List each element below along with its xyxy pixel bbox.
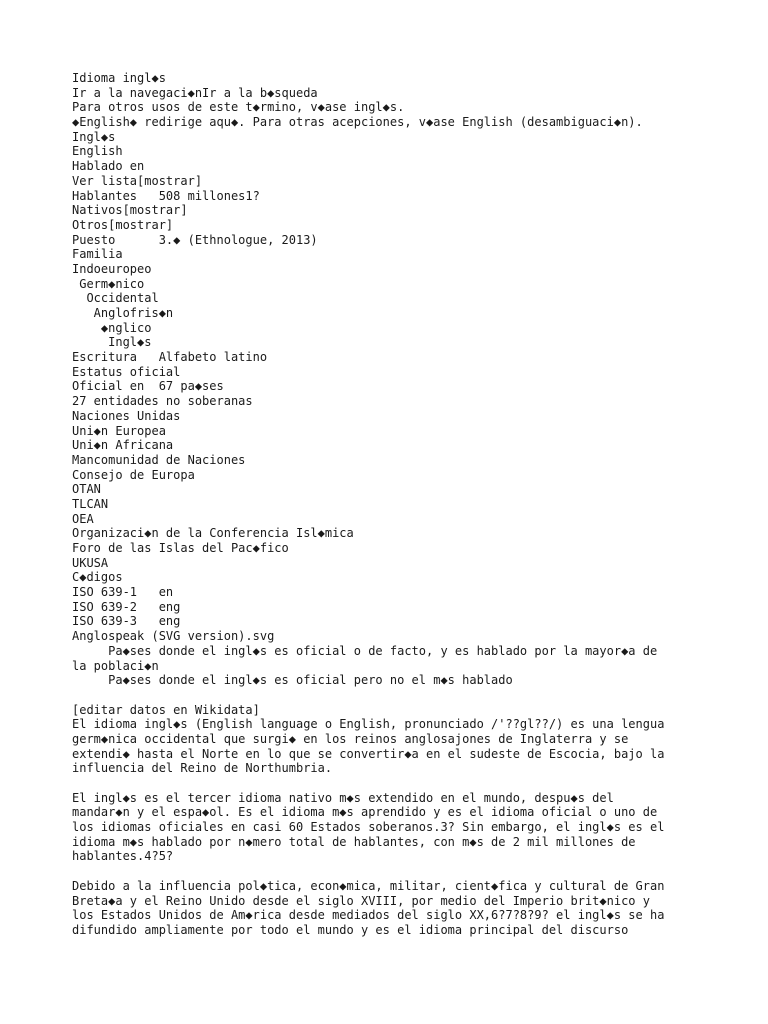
text-line: Ingl◆s: [72, 129, 116, 144]
text-line: ◆English◆ redirige aqu◆. Para otras acepciones, v◆ase English (desambiguaci◆n).: [72, 115, 643, 130]
text-line: OEA: [72, 511, 94, 526]
document-text: [72, 71, 762, 938]
blank-line: [72, 776, 762, 791]
text-line: Hablantes 508 millones1?: [72, 188, 260, 203]
text-line: difundido ampliamente por todo el mundo y es el idioma principal del discurso: [72, 922, 629, 937]
text-line: Ingl◆s: [72, 335, 152, 350]
text-line: Puesto 3.◆ (Ethnologue, 2013): [72, 232, 318, 247]
text-line: Familia: [72, 247, 123, 262]
text-line: Nativos[mostrar]: [72, 203, 188, 218]
text-line: TLCAN: [72, 496, 109, 511]
text-line: mandar◆n y el espa◆ol. Es el idioma m◆s aprendido y es el idioma oficial o uno de: [72, 805, 658, 820]
text-line: El idioma ingl◆s (English language o English, pronunciado /'??gl??/) es una lengua: [72, 717, 665, 732]
text-line: ◆nglico: [72, 320, 152, 335]
text-line: English: [72, 144, 123, 159]
text-line: Hablado en: [72, 159, 145, 174]
text-line: ISO 639-2 eng: [72, 599, 181, 614]
text-line: la poblaci◆n: [72, 658, 159, 673]
text-line: C◆digos: [72, 570, 123, 585]
text-line: hablantes.4?5?: [72, 849, 174, 864]
text-line: Uni◆n Africana: [72, 438, 174, 453]
text-line: germ◆nica occidental que surgi◆ en los reinos anglosajones de Inglaterra y se: [72, 731, 629, 746]
text-line: OTAN: [72, 482, 101, 497]
text-line: Foro de las Islas del Pac◆fico: [72, 541, 289, 555]
text-line: Ver lista[mostrar]: [72, 173, 203, 188]
text-line: Otros[mostrar]: [72, 217, 174, 232]
text-line: Breta◆a y el Reino Unido desde el siglo XVIII, por medio del Imperio brit◆nico y: [72, 893, 650, 908]
blank-line: [72, 688, 762, 703]
text-line: los Estados Unidos de Am◆rica desde mediados del siglo XX,6?7?8?9? el ingl◆s se ha: [72, 908, 665, 923]
blank-line: [72, 864, 762, 879]
text-line: los idiomas oficiales en casi 60 Estados soberanos.3? Sin embargo, el ingl◆s es el: [72, 820, 665, 835]
text-line: Idioma ingl◆s: [72, 71, 166, 85]
text-line: Debido a la influencia pol◆tica, econ◆mica, militar, cient◆fica y cultural de Gran: [72, 878, 665, 893]
text-line: influencia del Reino de Northumbria.: [72, 761, 333, 776]
text-line: El ingl◆s es el tercer idioma nativo m◆s extendido en el mundo, despu◆s del: [72, 790, 614, 805]
text-line: 27 entidades no soberanas: [72, 394, 253, 409]
text-line: Naciones Unidas: [72, 408, 181, 423]
text-line: ISO 639-1 en: [72, 585, 174, 600]
text-line: idioma m◆s hablado por n◆mero total de hablantes, con m◆s de 2 mil millones de: [72, 834, 636, 849]
text-line: Germ◆nico: [72, 276, 145, 291]
text-line: ISO 639-3 eng: [72, 614, 181, 629]
text-line: Consejo de Europa: [72, 467, 195, 482]
text-line: extendi◆ hasta el Norte en lo que se convertir◆a en el sudeste de Escocia, bajo la: [72, 746, 665, 761]
text-line: Mancomunidad de Naciones: [72, 452, 246, 467]
text-line: Anglospeak (SVG version).svg: [72, 629, 275, 644]
text-line: Estatus oficial: [72, 364, 181, 379]
text-line: Organizaci◆n de la Conferencia Isl◆mica: [72, 526, 354, 541]
text-line: Pa◆ses donde el ingl◆s es oficial o de facto, y es hablado por la mayor◆a de: [72, 643, 658, 658]
text-line: Pa◆ses donde el ingl◆s es oficial pero no el m◆s hablado: [72, 673, 513, 688]
text-line: Escritura Alfabeto latino: [72, 350, 268, 365]
text-line: Uni◆n Europea: [72, 423, 166, 438]
text-line: UKUSA: [72, 555, 109, 570]
text-line: Anglofris◆n: [72, 306, 174, 320]
text-line: Oficial en 67 pa◆ses: [72, 379, 224, 394]
text-line: Ir a la navegaci◆nIr a la b◆squeda: [72, 85, 318, 100]
text-line: Indoeuropeo: [72, 261, 152, 276]
text-line: [editar datos en Wikidata]: [72, 702, 260, 717]
text-line: Occidental: [72, 291, 159, 306]
text-line: Para otros usos de este t◆rmino, v◆ase ingl◆s.: [72, 100, 405, 115]
